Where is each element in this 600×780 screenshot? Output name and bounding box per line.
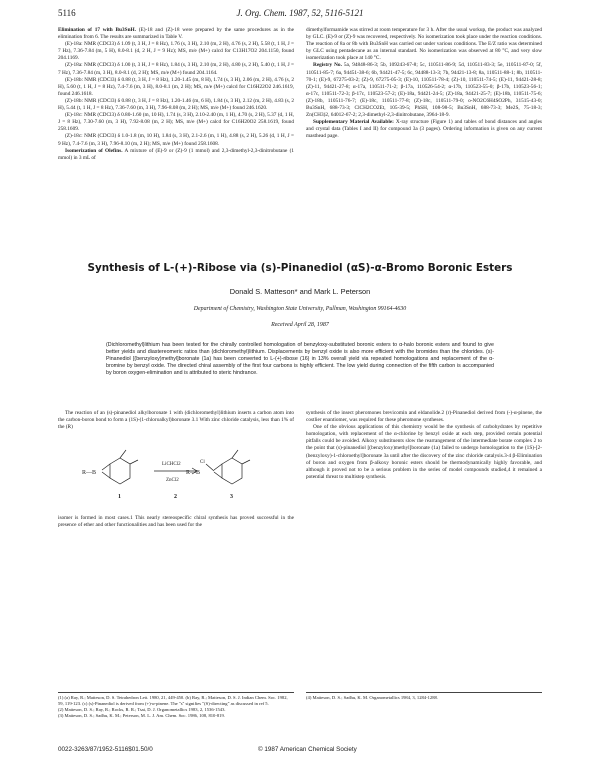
footnotes-left xyxy=(58,692,294,719)
footnotes-right xyxy=(306,692,542,701)
article-title: Synthesis of L-(+)-Ribose via (s)-Pinanediol (αS)-α-Bromo Boronic Esters xyxy=(87,262,513,274)
section-lead: Elimination of 17 with Bu3SnH. xyxy=(58,27,136,33)
isomerization-paragraph xyxy=(58,148,294,162)
registry-paragraph xyxy=(306,62,542,119)
reaction-scheme-drawing xyxy=(76,434,276,512)
reagent-top: LiCHCl2 xyxy=(162,462,181,468)
page-number: 5116 xyxy=(58,8,76,18)
nmr-paragraph: (Z)-18a: NMR (CDCl3) δ 1.00 (t, 3 H, J = 8 Hz), 1.84 (s, 3 H), 2.10 (m, 2 H), 4.80 (s, 2 H), 5.40 (t, 1 H, J = 7 Hz), 7.36-7.84 (m, 3 H), 8.0-8.1 (d, 2 H); MS, m/e (M+) found 204.1164. xyxy=(58,62,294,76)
page-footer xyxy=(58,746,542,756)
nmr-paragraph: (Z)-18c: NMR (CDCl3) δ 1.0-1.8 (m, 10 H), 1.84 (s, 3 H), 2.1-2.6 (m, 1 H), 4.88 (s, 2 H), 5.26 (d, 1 H, J = 9 Hz), 7.4-7.6 (m, 3 H), 7.96-8.10 (m, 2 H); MS, m/e (M+) found 258.1608. xyxy=(58,133,294,147)
right-label: R—B xyxy=(186,470,201,477)
intro-paragraph: The reaction of an (s)-pinanediol alkylboronate 1 with (dichloromethyl)lithium inserts a carbon atom into the carbon-boron bond to form a (1S)-(1-chloroalkyl)boronate 3.1 With zinc chloride catalysis, less than 1% of the (R) xyxy=(58,410,294,431)
article-authors: Donald S. Matteson* and Mark L. Peterson xyxy=(229,287,371,296)
elimination-paragraph xyxy=(58,27,294,41)
prev-article-right-column xyxy=(306,27,542,141)
article-left-column xyxy=(58,410,294,529)
supplementary-text: X-ray structure (Figure 1) and tables of bond distances and angles and crystal data (Tables I and II) for compound 3a (3 pages). Ordering information is given on any current masthead page. xyxy=(306,119,542,140)
prev-article-left-column xyxy=(58,27,294,162)
nmr-paragraph: (E)-18a: NMR (CDCl3) δ 1.09 (t, 3 H, J = 8 Hz), 1.76 (s, 3 H), 2.10 (m, 2 H), 4.76 (s, 2 H), 5.58 (t, 1 H, J = 7 Hz), 7.36-7.84 (m, 5 H), 8.0-8.1 (d, 2 H, J = 9 Hz); MS, m/e (M+) calcd for C13H17O2 204.1150, found 204.1169. xyxy=(58,41,294,62)
continued-paragraph: dimethylformamide was stirred at room temperature for 3 h. After the usual workup, the product was analyzed by GLC. (E)-9 or (Z)-9 was recovered, respectively. No isomerization took place under the reaction conditions. The reaction of 8a or 8b with Bu3SnH was carried out under various conditions. The E/Z ratio was determined by GLC using pentadecane as an internal standard. No isomerization was observed at 80 °C, and very slow isomerization took place at 140 °C. xyxy=(306,27,542,62)
paragraph-text: A mixture of (E)-9 or (Z)-9 (1 mmol) and 2,3-dimethyl-2,3-dinitrobutane (1 mmol) in 3 mL of xyxy=(58,147,294,161)
synthesis-paragraph: synthesis of the insect pheromones brevicomin and eldanolide.2 (r)-Pinanediol derived from (-)-α-pinene, the costlier enantiomer, was required for these pheromone syntheses. xyxy=(306,410,542,424)
supplementary-lead: Supplementary Material Available: xyxy=(313,119,394,126)
nmr-paragraph: (Z)-18b: NMR (CDCl3) δ 0.88 (t, 3 H, J = 8 Hz), 1.20-1.46 (m, 6 H), 1.84 (s, 3 H), 2.12 (m, 2 H), 4.83 (s, 2 H), 5.44 (t, 1 H, J = 8 Hz), 7.36-7.60 (m, 3 H), 7.96-8.08 (m, 2 H); MS, m/e (M+) found 246.1620. xyxy=(58,97,294,112)
footnote: (3) Matteson, D. S.; Sadhu, K. M.; Peterson, M. L. J. Am. Chem. Soc. 1986, 108, 810-819. xyxy=(58,713,225,718)
running-header xyxy=(58,8,542,22)
intro-paragraph-continued: isomer is formed in most cases.1 This nearly stereospecific chiral synthesis has proved successful in the presence of ether and other functionalities and has been used for the xyxy=(58,515,294,529)
received-date: Received April 28, 1987 xyxy=(271,322,329,328)
journal-citation: J. Org. Chem. 1987, 52, 5116-5121 xyxy=(236,8,364,18)
reaction-scheme xyxy=(58,434,294,512)
compound-number-2: 2 xyxy=(174,494,177,501)
nmr-paragraph: (E)-18c: NMR (CDCl3) δ 0.80-1.60 (m, 10 H), 1.74 (s, 3 H), 2.10-2.40 (m, 1 H), 4.70 (s, 2 H), 5.37 (d, 1 H, J = 8 Hz), 7.30-7.60 (m, 3 H), 7.92-8.08 (m, 2 H); MS, m/e (M+) calcd for C16H20O2 258.1619, found 258.1609. xyxy=(58,112,294,133)
supplementary-paragraph xyxy=(306,119,542,140)
paragraph-text: (E)-18 and (Z)-18 were prepared by the same procedures as in the elimination from 6. The results are summarized in Table V. xyxy=(58,27,294,41)
nmr-paragraph: (E)-18b: NMR (CDCl3) δ 0.88 (t, 3 H, J = 8 Hz), 1.20-1.45 (m, 8 H), 1.74 (s, 3 H), 2.06 (m, 2 H), 4.76 (s, 2 H), 5.60 (t, 1 H, J = 8 Hz), 7.4-7.6 (m, 3 H), 8.0-8.1 (m, 2 H); MS, m/e (M+) calcd for C16H22O2 246.1619, found 246.1618. xyxy=(58,76,294,97)
article-abstract: (Dichloromethyl)lithium has been tested for the chirally controlled homologation of benzyloxy-substituted boronic esters to α-halo boronic esters and found to give better yields and diastereomeric ratios than (dichloromethyl)lithium. Displacements by benzyl oxide is also more efficient with the bromides than the chlorides. (s)-Pinanediol [(benzyloxy)methyl]boronate (1a) has been converted to L-(+)-ribose (16) in 13% overall yield via repeated homologations and replacement of the α-bromine by benzyl oxide. The directed chiral assembly of the first four carbons is highly efficient. The low yield during connection of the fifth carbon is accompanied by boron oxygen-elimination and is attributed to steric hindrance. xyxy=(106,342,494,376)
left-label: R—B xyxy=(82,470,97,477)
carbohydrate-paragraph: One of the obvious applications of this chemistry would be the synthesis of carbohydrates by repetitive homologation, with replacement of the α-chlorine by benzyl oxide at each step, provided certain potential pitfalls could be avoided. Alkoxy substituents slow the rearrangement of the intermediate borate complex 2 to the point that (s)-pinanediol [(benzyloxy)methyl]boronate (1a) failed to undergo homologation to the (1S)-[2-(benzyloxy)-1-chloroethyl]boronate 3a until after the discovery of the zinc chloride catalysis.3-4 β-Elimination of boron and oxygen from β-alkoxy boronic esters should be thermodynamically highly favorable, and although it proved not to be a serious problem in the series of model compounds studied,4 it remained a potential threat to multistep synthesis. xyxy=(306,424,542,480)
compound-number-3: 3 xyxy=(230,494,233,501)
footnote: (2) Matteson, D. S.; Ray, R.; Rocks, R. R.; Tsai, D. J. Organometallics 1983, 2, 1536-1543. xyxy=(58,707,226,712)
registry-lead: Registry No. xyxy=(313,62,342,69)
article-affiliation: Department of Chemistry, Washington State University, Pullman, Washington 99164-4630 xyxy=(193,306,407,312)
reagent-bottom: ZnCl2 xyxy=(166,478,179,484)
footnote: (1) (a) Ray, R.; Matteson, D. S. Tetrahedron Lett. 1980, 21, 449-450. (b) Ray, R.; Matteson, D. S. J. Indian Chem. Soc. 1982, 59, 119-123. (c) (s)-Pinanediol is derived from (+)-α-pinene. The "s" signifies "(S)-directing" as discussed in ref 5. xyxy=(58,695,288,706)
compound-number-1: 1 xyxy=(118,494,121,501)
article-right-column xyxy=(306,410,542,481)
chloro-label: Cl xyxy=(200,460,205,466)
footnote: (4) Matteson, D. S.; Sadhu, K. M. Organometallics 1984, 3, 1284-1288. xyxy=(306,695,438,700)
section-lead: Isomerization of Olefins. xyxy=(65,147,123,154)
copyright-notice: © 1987 American Chemical Society xyxy=(258,746,357,753)
registry-text: 5a, 94848-86-3; 5b, 109243-67-8; 5c, 110511-86-9; 5d, 110511-83-3; 5e, 110511-87-0; 5f, 110511-85-7; 6a, 94451-38-6; 6b, 94421-47-5; 6c, 94488-13-3; 7b, 94421-13-8; 8a, 110511-88-1; 8b, 110511-70-1; (E)-9, 67275-03-2; (Z)-9, 67275-05-3; (E)-10, 110511-78-4; (Z)-10, 110511-74-5; (E)-11, 94421-28-8; (Z)-11, 94421-27-8; α-17a, 110511-71-2; β-17a, 110526-54-2; α-17b, 110523-55-0; β-17b, 110523-56-1; α-17c, 110511-72-3; β-17c, 110523-57-2; (E)-18a, 94421-24-5; (Z)-18a, 94421-25-7; (E)-18b, 110511-75-6; (Z)-18b, 110511-76-7; (E)-18c, 110511-77-8; (Z)-18c, 110511-79-0; o-NO2C6H4SO2Ph, 31515-43-0; Bu3SnH, 688-73-3; ClCH2CO2Et, 105-39-5; PhSH, 108-98-5; Bu3SnH, 688-73-3; Me2S, 75-18-3; Zn(CH3)2, 64012-67-2; 2,3-dimethyl-2,3-dinitrobutane, 3964-18-9. xyxy=(306,62,542,119)
doi-code: 0022-3263/87/1952-5116$01.50/0 xyxy=(58,746,153,753)
